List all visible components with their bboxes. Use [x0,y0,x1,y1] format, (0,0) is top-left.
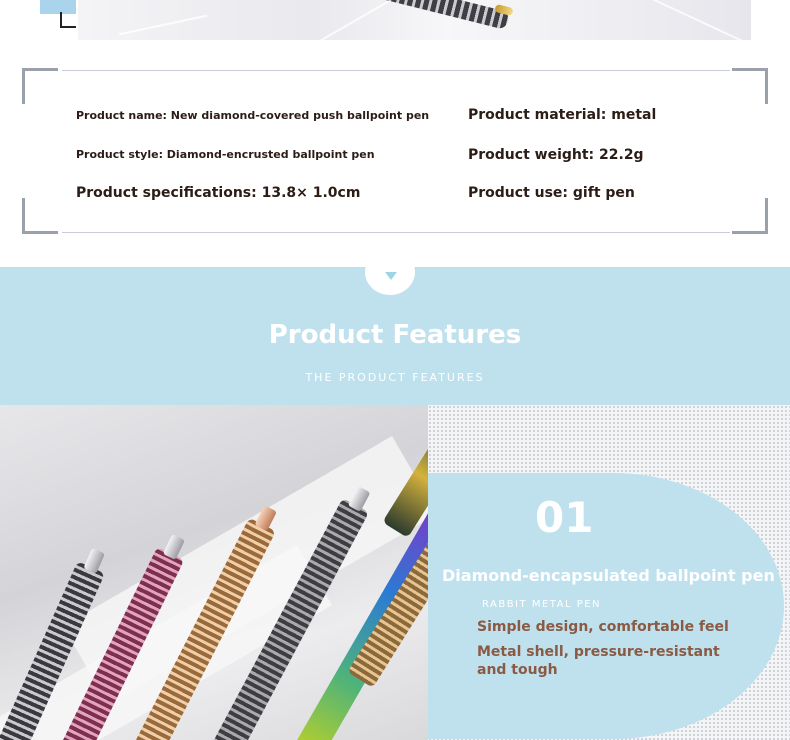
pens-photo [0,405,428,740]
bracket-bottom-left [22,198,58,234]
feature-number: 01 [535,493,594,542]
feature-point-2-line-1: Metal shell, pressure-resistant [477,644,720,660]
chevron-down-icon [385,272,397,280]
bracket-top-right [732,68,768,104]
divider [62,70,730,71]
product-name: Product name: New diamond-covered push ballpoint pen [76,109,430,122]
feature-point-1: Simple design, comfortable feel [477,619,729,635]
top-product-image-strip [0,0,790,40]
divider [62,232,730,233]
product-style: Product style: Diamond-encrusted ballpoint pen [76,148,375,161]
feature-title: Diamond-encapsulated ballpoint pen [442,566,775,585]
product-weight: Product weight: 22.2g [468,147,644,163]
bracket-top-left [22,68,58,104]
features-title: Product Features [268,320,522,350]
corner-bracket [60,12,76,28]
bracket-bottom-right [732,198,768,234]
product-use: Product use: gift pen [468,185,635,201]
product-spec-panel [22,68,768,236]
product-material: Product material: metal [468,107,657,123]
feature-point-2-line-2: and tough [477,662,558,678]
product-specifications: Product specifications: 13.8× 1.0cm [76,185,361,201]
feature-subtitle: RABBIT METAL PEN [482,599,602,610]
features-subtitle: THE PRODUCT FEATURES [305,371,485,384]
